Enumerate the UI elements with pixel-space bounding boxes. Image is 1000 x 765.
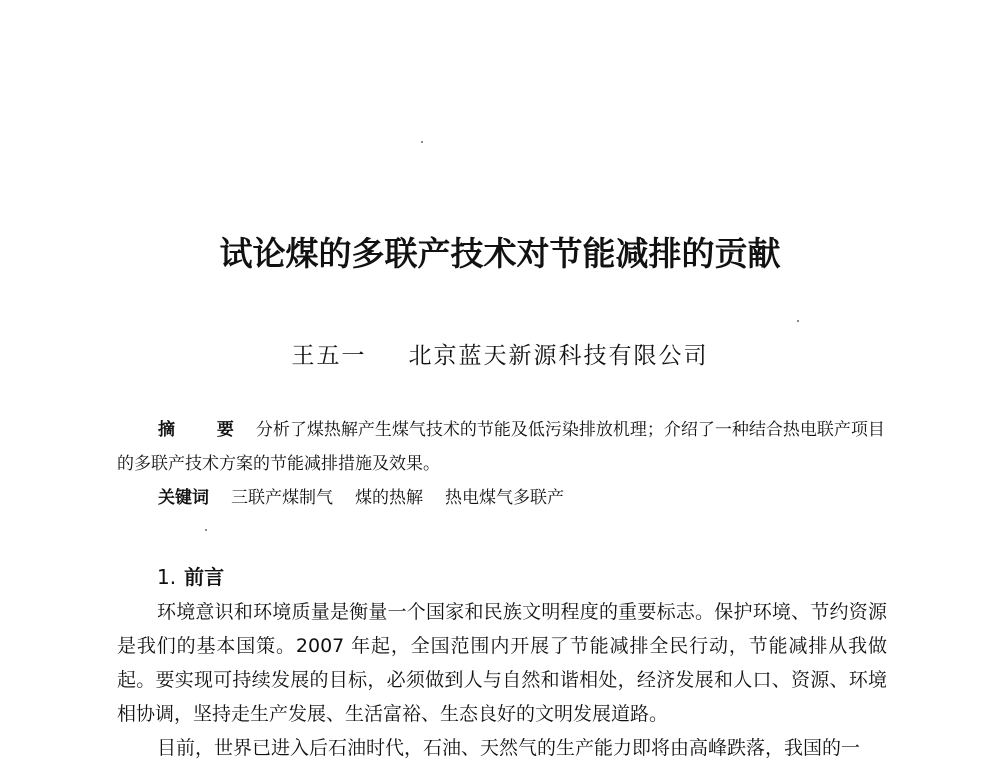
abstract-label: 摘 要 xyxy=(158,420,252,440)
keyword-item: 煤的热解 xyxy=(355,488,423,508)
abstract-text: 分析了煤热解产生煤气技术的节能及低污染排放机理；介绍了一种结合热电联产项目的多联产技术方案的节能减排措施及效果。 xyxy=(117,420,885,474)
section-heading xyxy=(157,561,224,590)
author-line xyxy=(0,337,1000,370)
author-affiliation: 北京蓝天新源科技有限公司 xyxy=(408,343,709,369)
keywords xyxy=(117,481,887,515)
body-paragraph: 环境意识和环境质量是衡量一个国家和民族文明程度的重要标志。保护环境、节约资源是我们的基本国策。2007 年起，全国范围内开展了节能减排全民行动，节能减排从我做起。要实现可持续发展的目标，必须做到人与自然和谐相处，经济发展和人口、资源、环境相协调，坚持走生产发展、生活富裕、生态良好的文明发展道路。 xyxy=(117,601,887,725)
scan-speck xyxy=(205,529,207,531)
abstract xyxy=(117,413,887,481)
scan-speck xyxy=(797,320,799,322)
keywords-label: 关键词 xyxy=(158,488,209,508)
section-title: 前言 xyxy=(184,565,225,589)
author-name: 王五一 xyxy=(291,343,367,369)
keyword-item: 热电煤气多联产 xyxy=(445,488,564,508)
keyword-item: 三联产煤制气 xyxy=(231,488,333,508)
section-number: 1. xyxy=(157,565,177,589)
body-paragraph: 目前，世界已进入后石油时代，石油、天然气的生产能力即将由高峰跌落，我国的一 xyxy=(157,737,861,759)
paper-title: 试论煤的多联产技术对节能减排的贡献 xyxy=(219,234,781,273)
scan-speck xyxy=(421,141,423,143)
